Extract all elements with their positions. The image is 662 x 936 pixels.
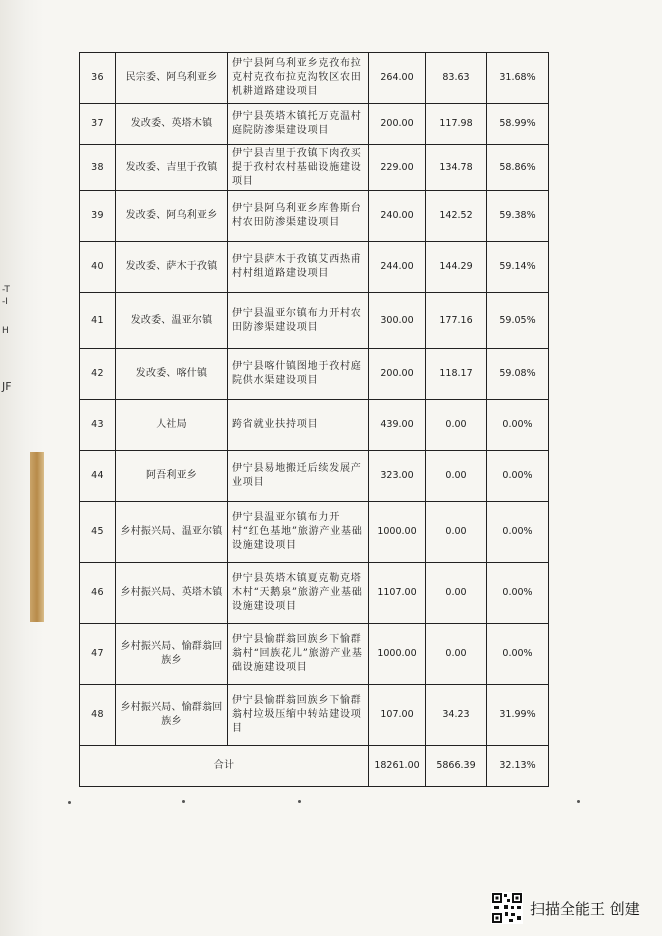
table-row — [80, 145, 549, 191]
project-name-cell: 伊宁县温亚尔镇布力开村农田防渗渠建设项目 — [228, 293, 369, 349]
rate-cell: 31.68% — [487, 53, 549, 104]
budget-cell: 1000.00 — [369, 502, 426, 563]
spent-cell: 142.52 — [426, 191, 487, 242]
department-cell: 发改委、阿乌利亚乡 — [116, 191, 228, 242]
edge-mark: H — [2, 326, 9, 336]
rate-cell: 0.00% — [487, 451, 549, 502]
rate-cell: 59.05% — [487, 293, 549, 349]
row-number: 38 — [80, 145, 116, 191]
department-cell: 民宗委、阿乌利亚乡 — [116, 53, 228, 104]
spent-cell: 0.00 — [426, 400, 487, 451]
spent-cell: 118.17 — [426, 349, 487, 400]
row-number: 44 — [80, 451, 116, 502]
row-number: 36 — [80, 53, 116, 104]
edge-mark: JF — [2, 380, 12, 393]
total-rate: 32.13% — [487, 746, 549, 787]
budget-cell: 323.00 — [369, 451, 426, 502]
row-number: 39 — [80, 191, 116, 242]
rate-cell: 58.86% — [487, 145, 549, 191]
department-cell: 乡村振兴局、愉群翁回族乡 — [116, 685, 228, 746]
budget-cell: 200.00 — [369, 104, 426, 145]
spent-cell: 134.78 — [426, 145, 487, 191]
row-number: 45 — [80, 502, 116, 563]
total-budget: 18261.00 — [369, 746, 426, 787]
project-name-cell: 伊宁县萨木于孜镇艾西热甫村村组道路建设项目 — [228, 242, 369, 293]
department-cell: 发改委、温亚尔镇 — [116, 293, 228, 349]
row-number: 47 — [80, 624, 116, 685]
budget-cell: 244.00 — [369, 242, 426, 293]
table-row — [80, 242, 549, 293]
project-name-cell: 伊宁县愉群翁回族乡下愉群翁村垃圾压缩中转站建设项目 — [228, 685, 369, 746]
table-body — [80, 53, 549, 746]
row-number: 48 — [80, 685, 116, 746]
table-row — [80, 451, 549, 502]
table-row — [80, 685, 549, 746]
project-name-cell: 伊宁县英塔木镇托万克温村庭院防渗渠建设项目 — [228, 104, 369, 145]
scan-speck — [298, 800, 301, 803]
project-name-cell: 伊宁县愉群翁回族乡下愉群翁村“回族花儿”旅游产业基础设施建设项目 — [228, 624, 369, 685]
rate-cell: 59.14% — [487, 242, 549, 293]
department-cell: 乡村振兴局、温亚尔镇 — [116, 502, 228, 563]
table-row — [80, 53, 549, 104]
project-name-cell: 伊宁县阿乌利亚乡库鲁斯台村农田防渗渠建设项目 — [228, 191, 369, 242]
rate-cell: 0.00% — [487, 400, 549, 451]
spent-cell: 83.63 — [426, 53, 487, 104]
table-row — [80, 400, 549, 451]
budget-cell: 229.00 — [369, 145, 426, 191]
department-cell: 发改委、吉里于孜镇 — [116, 145, 228, 191]
table-row — [80, 293, 549, 349]
spent-cell: 177.16 — [426, 293, 487, 349]
budget-cell: 107.00 — [369, 685, 426, 746]
edge-mark: -I — [2, 297, 8, 307]
table-row — [80, 624, 549, 685]
department-cell: 发改委、喀什镇 — [116, 349, 228, 400]
budget-cell: 439.00 — [369, 400, 426, 451]
department-cell: 阿吾利亚乡 — [116, 451, 228, 502]
row-number: 37 — [80, 104, 116, 145]
table-row — [80, 191, 549, 242]
scan-speck — [68, 801, 71, 804]
total-label: 合计 — [80, 746, 369, 787]
rate-cell: 58.99% — [487, 104, 549, 145]
scan-speck — [577, 800, 580, 803]
rate-cell: 59.08% — [487, 349, 549, 400]
project-name-cell: 跨省就业扶持项目 — [228, 400, 369, 451]
table-row — [80, 104, 549, 145]
project-name-cell: 伊宁县喀什镇图地于孜村庭院供水渠建设项目 — [228, 349, 369, 400]
budget-cell: 1000.00 — [369, 624, 426, 685]
edge-mark: -T — [2, 285, 10, 295]
spent-cell: 0.00 — [426, 563, 487, 624]
table-row — [80, 502, 549, 563]
department-cell: 乡村振兴局、愉群翁回族乡 — [116, 624, 228, 685]
total-row — [80, 746, 549, 787]
department-cell: 人社局 — [116, 400, 228, 451]
row-number: 46 — [80, 563, 116, 624]
budget-cell: 240.00 — [369, 191, 426, 242]
binding-strip — [30, 452, 44, 622]
rate-cell: 59.38% — [487, 191, 549, 242]
row-number: 43 — [80, 400, 116, 451]
rate-cell: 0.00% — [487, 563, 549, 624]
spent-cell: 117.98 — [426, 104, 487, 145]
rate-cell: 0.00% — [487, 502, 549, 563]
project-table — [79, 52, 549, 787]
department-cell: 乡村振兴局、英塔木镇 — [116, 563, 228, 624]
project-name-cell: 伊宁县阿乌利亚乡克孜布拉克村克孜布拉克沟牧区农田机耕道路建设项目 — [228, 53, 369, 104]
budget-cell: 264.00 — [369, 53, 426, 104]
rate-cell: 0.00% — [487, 624, 549, 685]
scan-speck — [182, 800, 185, 803]
rate-cell: 31.99% — [487, 685, 549, 746]
budget-cell: 300.00 — [369, 293, 426, 349]
qr-code-icon — [491, 892, 523, 924]
row-number: 41 — [80, 293, 116, 349]
spent-cell: 144.29 — [426, 242, 487, 293]
budget-cell: 1107.00 — [369, 563, 426, 624]
table-row — [80, 563, 549, 624]
spent-cell: 34.23 — [426, 685, 487, 746]
total-spent: 5866.39 — [426, 746, 487, 787]
project-name-cell: 伊宁县温亚尔镇布力开村“红色基地”旅游产业基础设施建设项目 — [228, 502, 369, 563]
scanner-watermark: 扫描全能王 创建 — [530, 900, 640, 918]
spent-cell: 0.00 — [426, 502, 487, 563]
spent-cell: 0.00 — [426, 624, 487, 685]
spent-cell: 0.00 — [426, 451, 487, 502]
project-name-cell: 伊宁县英塔木镇夏克勒克塔木村“天鹅泉”旅游产业基础设施建设项目 — [228, 563, 369, 624]
project-name-cell: 伊宁县易地搬迁后续发展产业项目 — [228, 451, 369, 502]
table-row — [80, 349, 549, 400]
row-number: 42 — [80, 349, 116, 400]
row-number: 40 — [80, 242, 116, 293]
budget-cell: 200.00 — [369, 349, 426, 400]
project-name-cell: 伊宁县吉里于孜镇下肉孜买提于孜村农村基础设施建设项目 — [228, 145, 369, 191]
department-cell: 发改委、英塔木镇 — [116, 104, 228, 145]
department-cell: 发改委、萨木于孜镇 — [116, 242, 228, 293]
